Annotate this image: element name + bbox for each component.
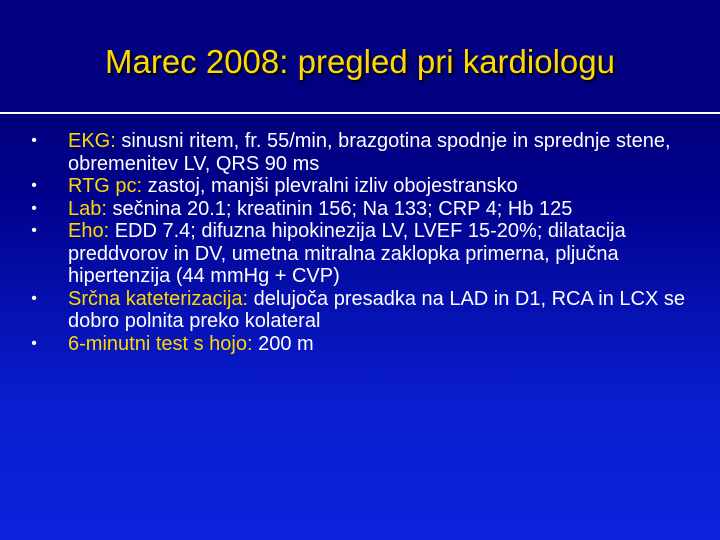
bullet-text: sinusni ritem, fr. 55/min, brazgotina spodnje in sprednje stene, obremenitev LV, QRS 90 ms: [68, 130, 671, 175]
bullet-label: 6-minutni test s hojo:: [68, 332, 253, 355]
bullet-test-hoje: [26, 333, 706, 356]
bullet-label: Eho:: [68, 220, 110, 242]
bullet-text: sečnina 20.1; kreatinin 156; Na 133; CRP 4; Hb 125: [106, 197, 573, 220]
bullet-dot: •: [31, 222, 37, 239]
bullet-text: delujoča presadka na LAD in D1, RCA in LCX se dobro polnita preko kolateral: [68, 287, 685, 332]
bullet-lab: [26, 198, 706, 221]
bullet-label: Srčna kateterizacija:: [68, 287, 249, 310]
bullet-dot: •: [31, 132, 37, 149]
bullet-label: EKG:: [68, 130, 116, 152]
slide-title: Marec 2008: pregled pri kardiologu: [105, 43, 615, 80]
bullet-kateterizacija: [26, 288, 706, 333]
bullet-dot: •: [31, 177, 37, 194]
bullet-text: EDD 7.4; difuzna hipokinezija LV, LVEF 15-20%; dilatacija preddvorov in DV, umetna mitralna zaklopka primerna, pljučna hipertenzija (44 mmHg + CVP): [68, 220, 626, 287]
bullet-dot: •: [31, 289, 37, 307]
bullet-ekg: [26, 130, 706, 175]
title-divider: [0, 112, 720, 114]
bullet-list: [26, 130, 706, 355]
bullet-label: RTG pc:: [68, 175, 143, 197]
bullet-rtg: [26, 175, 706, 198]
bullet-eho: [26, 220, 706, 288]
bullet-label: Lab:: [68, 197, 107, 220]
bullet-dot: •: [31, 199, 37, 217]
bullet-dot: •: [31, 334, 37, 352]
bullet-text: zastoj, manjši plevralni izliv obojestransko: [142, 175, 518, 197]
bullet-text: 200 m: [252, 332, 314, 355]
